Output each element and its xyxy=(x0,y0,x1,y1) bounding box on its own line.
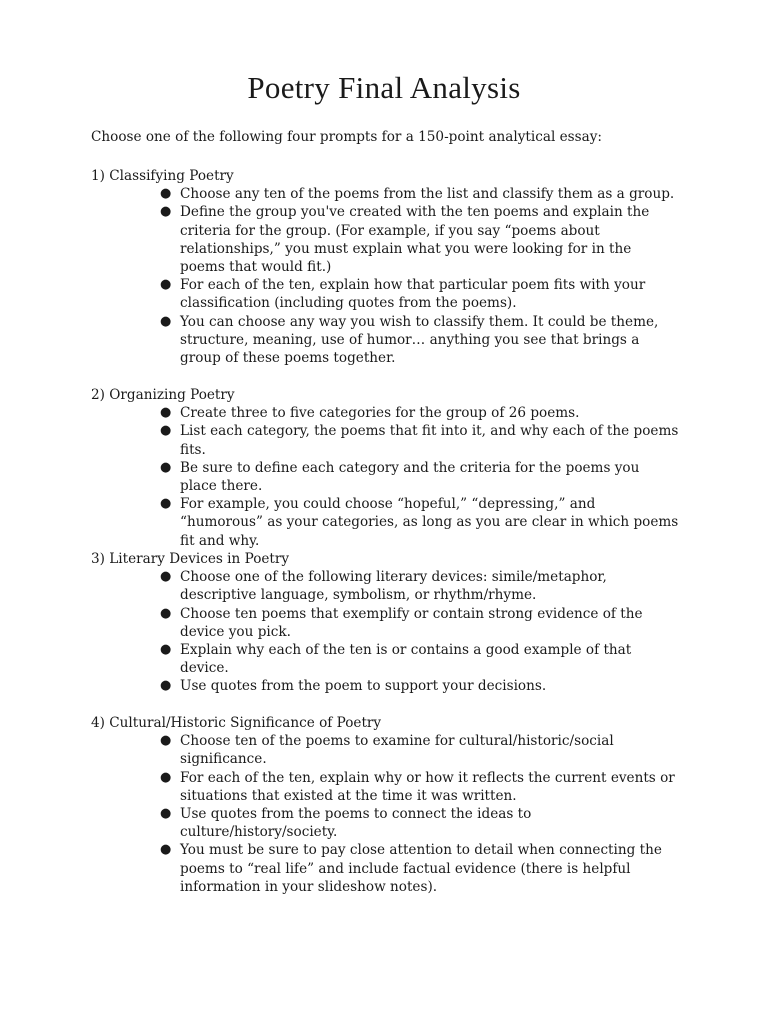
bullet-icon: ● xyxy=(160,806,172,822)
bullet-icon: ● xyxy=(160,313,172,329)
section-title: 3) Literary Devices in Poetry xyxy=(91,551,290,567)
bullet-item: ● Choose any ten of the poems from the list and classify them as a group. xyxy=(160,186,675,203)
section-title: 1) Classifying Poetry xyxy=(91,168,234,184)
bullet-item: ● Choose ten poems that exemplify or contain strong evidence of the device you pick. xyxy=(160,605,643,640)
bullet-list xyxy=(91,732,711,896)
section-cultural-historic xyxy=(91,714,711,896)
bullet-item: ● Use quotes from the poem to support your decisions. xyxy=(160,678,547,695)
bullet-icon: ● xyxy=(160,277,172,293)
bullet-item: ● For each of the ten, explain how that particular poem fits with your classification (including quotes from the poems). xyxy=(160,277,646,312)
bullet-item: ● For example, you could choose “hopeful,” “depressing,” and “humorous” as your categories, as long as you are clear in which poems fit and why. xyxy=(160,496,679,549)
bullet-icon: ● xyxy=(160,605,172,621)
bullet-icon: ● xyxy=(160,204,172,220)
section-organizing-poetry xyxy=(91,386,711,550)
bullet-item: ● For each of the ten, explain why or how it reflects the current events or situations that existed at the time it was written. xyxy=(160,769,675,804)
bullet-list xyxy=(91,185,711,367)
bullet-icon: ● xyxy=(160,496,172,512)
bullet-icon: ● xyxy=(160,733,172,749)
bullet-item: ● Choose one of the following literary devices: simile/metaphor, descriptive language, symbolism, or rhythm/rhyme. xyxy=(160,569,607,604)
bullet-item: ● Create three to five categories for the group of 26 poems. xyxy=(160,405,580,422)
section-title: 2) Organizing Poetry xyxy=(91,387,235,403)
bullet-list xyxy=(91,404,711,550)
bullet-icon: ● xyxy=(160,642,172,658)
section-classifying-poetry xyxy=(91,167,711,367)
bullet-list xyxy=(91,568,711,695)
bullet-item: ● Define the group you've created with the ten poems and explain the criteria for the group. (For example, if you say “poems about relationships,” you must explain what you were looking for in the poems that would fit.) xyxy=(160,204,650,276)
section-title: 4) Cultural/Historic Significance of Poetry xyxy=(91,715,382,731)
bullet-item: ● Be sure to define each category and the criteria for the poems you place there. xyxy=(160,459,640,495)
page-title: Poetry Final Analysis xyxy=(247,70,521,105)
bullet-item: ● You can choose any way you wish to classify them. It could be theme, structure, meaning, use of humor… anything you see that brings a group of these poems together. xyxy=(160,313,659,367)
bullet-icon: ● xyxy=(160,842,172,858)
bullet-icon: ● xyxy=(160,405,172,421)
bullet-icon: ● xyxy=(160,678,172,694)
bullet-item: ● List each category, the poems that fit into it, and why each of the poems fits. xyxy=(160,423,679,458)
bullet-icon: ● xyxy=(160,423,172,439)
bullet-icon: ● xyxy=(160,459,172,475)
section-literary-devices xyxy=(91,550,711,696)
bullet-item: ● Explain why each of the ten is or contains a good example of that device. xyxy=(160,642,632,677)
bullet-icon: ● xyxy=(160,569,172,585)
bullet-icon: ● xyxy=(160,769,172,785)
bullet-item: ● Use quotes from the poems to connect the ideas to culture/history/society. xyxy=(160,806,532,841)
intro-text: Choose one of the following four prompts for a 150-point analytical essay: xyxy=(91,129,602,145)
bullet-item: ● Choose ten of the poems to examine for cultural/historic/social significance. xyxy=(160,733,614,768)
bullet-icon: ● xyxy=(160,186,172,202)
bullet-item: ● You must be sure to pay close attention to detail when connecting the poems to “real life” and include factual evidence (there is helpful information in your slideshow notes). xyxy=(160,842,662,895)
